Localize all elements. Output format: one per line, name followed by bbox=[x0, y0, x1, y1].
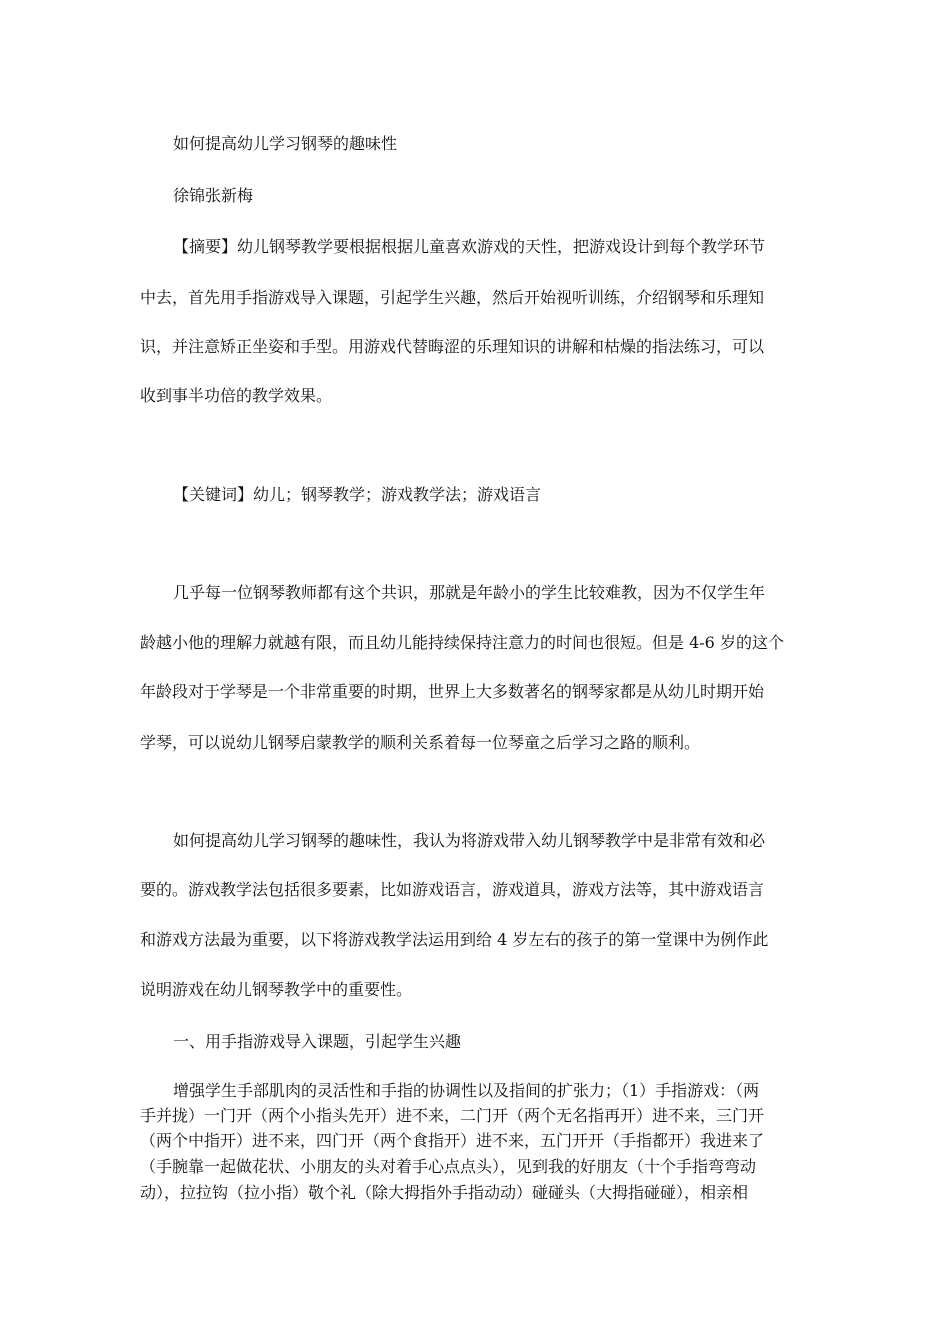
document-authors: 徐锦张新梅 bbox=[173, 186, 254, 205]
paragraph-line: 说明游戏在幼儿钢琴教学中的重要性。 bbox=[140, 980, 413, 999]
paragraph-line: （手腕靠一起做花状、小朋友的头对着手心点点头），见到我的好朋友（十个手指弯弯动 bbox=[140, 1157, 757, 1176]
abstract-line: 识，并注意矫正坐姿和手型。用游戏代替晦涩的乐理知识的讲解和枯燥的指法练习，可以 bbox=[140, 337, 765, 356]
section-heading: 一、用手指游戏导入课题，引起学生兴趣 bbox=[173, 1032, 462, 1051]
paragraph-line: 龄越小他的理解力就越有限，而且幼儿能持续保持注意力的时间也很短。但是 4-6 岁的这个 bbox=[140, 633, 784, 652]
paragraph-line: 要的。游戏教学法包括很多要素，比如游戏语言，游戏道具，游戏方法等，其中游戏语言 bbox=[140, 880, 765, 899]
paragraph-line: 增强学生手部肌肉的灵活性和手指的协调性以及指间的扩张力；（1）手指游戏：（两 bbox=[173, 1081, 760, 1100]
paragraph-line: 年龄段对于学琴是一个非常重要的时期，世界上大多数著名的钢琴家都是从幼儿时期开始 bbox=[140, 682, 765, 701]
paragraph-line: 学琴，可以说幼儿钢琴启蒙教学的顺利关系着每一位琴童之后学习之路的顺利。 bbox=[140, 733, 701, 752]
document-title: 如何提高幼儿学习钢琴的趣味性 bbox=[173, 134, 398, 153]
abstract-line: 中去，首先用手指游戏导入课题，引起学生兴趣，然后开始视听训练，介绍钢琴和乐理知 bbox=[140, 288, 765, 307]
paragraph-line: 和游戏方法最为重要，以下将游戏教学法运用到给 4 岁左右的孩子的第一堂课中为例作此 bbox=[140, 930, 769, 949]
paragraph-line: 如何提高幼儿学习钢琴的趣味性，我认为将游戏带入幼儿钢琴教学中是非常有效和必 bbox=[173, 831, 766, 850]
abstract-line: 收到事半功倍的教学效果。 bbox=[140, 386, 333, 405]
keywords-line: 【关键词】幼儿；钢琴教学；游戏教学法；游戏语言 bbox=[173, 485, 542, 504]
paragraph-line: 手并拢）一门开（两个小指头先开）进不来，二门开（两个无名指再开）进不来，三门开 bbox=[140, 1106, 765, 1125]
abstract-line: 【摘要】幼儿钢琴教学要根据根据儿童喜欢游戏的天性，把游戏设计到每个教学环节 bbox=[173, 237, 766, 256]
paragraph-line: （两个中指开）进不来，四门开（两个食指开）进不来，五门开开（手指都开）我进来了 bbox=[140, 1131, 765, 1150]
paragraph-line: 几乎每一位钢琴教师都有这个共识，那就是年龄小的学生比较难教，因为不仅学生年 bbox=[173, 583, 766, 602]
paragraph-line: 动），拉拉钩（拉小指）敬个礼（除大拇指外手指动动）碰碰头（大拇指碰碰），相亲相 bbox=[140, 1183, 749, 1202]
